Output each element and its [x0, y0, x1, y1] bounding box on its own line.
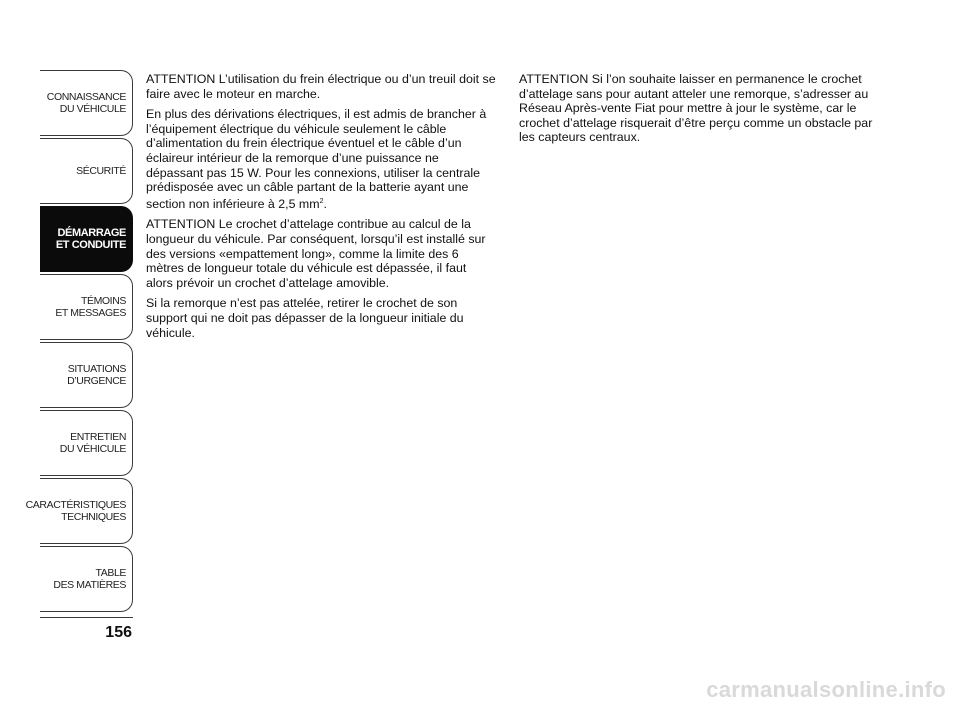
- tab-entretien-du-vehicule[interactable]: [40, 410, 133, 476]
- tab-label-line1: DÉMARRAGE: [57, 227, 126, 239]
- watermark: carmanualsonline.info: [706, 677, 946, 702]
- tab-label-line1: CONNAISSANCE: [46, 91, 126, 103]
- tab-securite[interactable]: [40, 138, 133, 204]
- paragraph-remove-hitch: Si la remorque n’est pas attelée, retirer le crochet de son support qui ne doit pas dépasser de la longueur initiale du véhicule.: [146, 296, 464, 340]
- tab-situations-durgence[interactable]: [40, 342, 133, 408]
- tab-temoins-et-messages[interactable]: [40, 274, 133, 340]
- right-text-column: [519, 72, 874, 151]
- tab-label-line2: DU VÉHICULE: [59, 103, 126, 115]
- tab-label-line1: SÉCURITÉ: [76, 165, 126, 177]
- section-sidebar: [25, 70, 133, 618]
- tab-label-line1: TABLE: [95, 567, 126, 579]
- superscript-2: 2: [319, 197, 324, 205]
- tab-connaissance-du-vehicule[interactable]: [40, 70, 133, 136]
- tab-caracteristiques-techniques[interactable]: [25, 478, 133, 544]
- paragraph-text: En plus des dérivations électriques, il est admis de brancher à l’équipement électrique du véhicule seulement le câble d’alimentation du frein électrique éventuel et le câble d’un éclaireur intérieur de la remorque d’une puissance ne dépassant pas 15 W. Pour les connexions, utiliser la centrale prédisposée avec un câble partant de la batterie ayant une section non inférieure à 2,5 mm: [146, 107, 487, 211]
- paragraph-warning-hitch-length: ATTENTION Le crochet d’attelage contribue au calcul de la longueur du véhicule. Par conséquent, lorsqu’il est installé sur des versions «empattement long», comme la limite des 6 mètres de longueur totale du véhicule est dépassée, il faut alors prévoir un crochet d’attelage amovible.: [146, 217, 486, 290]
- tab-label-line2: D’URGENCE: [67, 375, 126, 387]
- left-text-column: [146, 72, 496, 346]
- tab-label-line1: CARACTÉRISTIQUES: [25, 499, 126, 511]
- paragraph-warning-permanent-hitch: ATTENTION Si l’on souhaite laisser en permanence le crochet d’attelage sans pour autant atteler une remorque, s’adresser au Réseau Après-vente Fiat pour mettre à jour le système, car le crochet d’attelage risquerait d’être perçu comme un obstacle par les capteurs centraux.: [519, 72, 873, 145]
- tab-label-line1: SITUATIONS: [67, 363, 126, 375]
- paragraph-end: .: [323, 196, 327, 211]
- paragraph-electrical-connections: [146, 107, 496, 211]
- tab-label-line2: ET CONDUITE: [55, 239, 126, 251]
- tab-label-line2: DU VÉHICULE: [59, 443, 126, 455]
- tab-label-line1: ENTRETIEN: [70, 431, 126, 443]
- paragraph-warning-brake: ATTENTION L’utilisation du frein électrique ou d’un treuil doit se faire avec le moteur en marche.: [146, 72, 496, 101]
- tab-label-line2: TECHNIQUES: [61, 511, 126, 523]
- tab-label-line2: ET MESSAGES: [55, 307, 126, 319]
- tab-demarrage-et-conduite[interactable]: [40, 206, 133, 272]
- sidebar-bottom-rule: [40, 617, 133, 618]
- tab-label-line2: DES MATIÈRES: [53, 579, 126, 591]
- tab-table-des-matieres[interactable]: [40, 546, 133, 612]
- page-number: 156: [105, 624, 132, 641]
- tab-label-line1: TÉMOINS: [80, 295, 126, 307]
